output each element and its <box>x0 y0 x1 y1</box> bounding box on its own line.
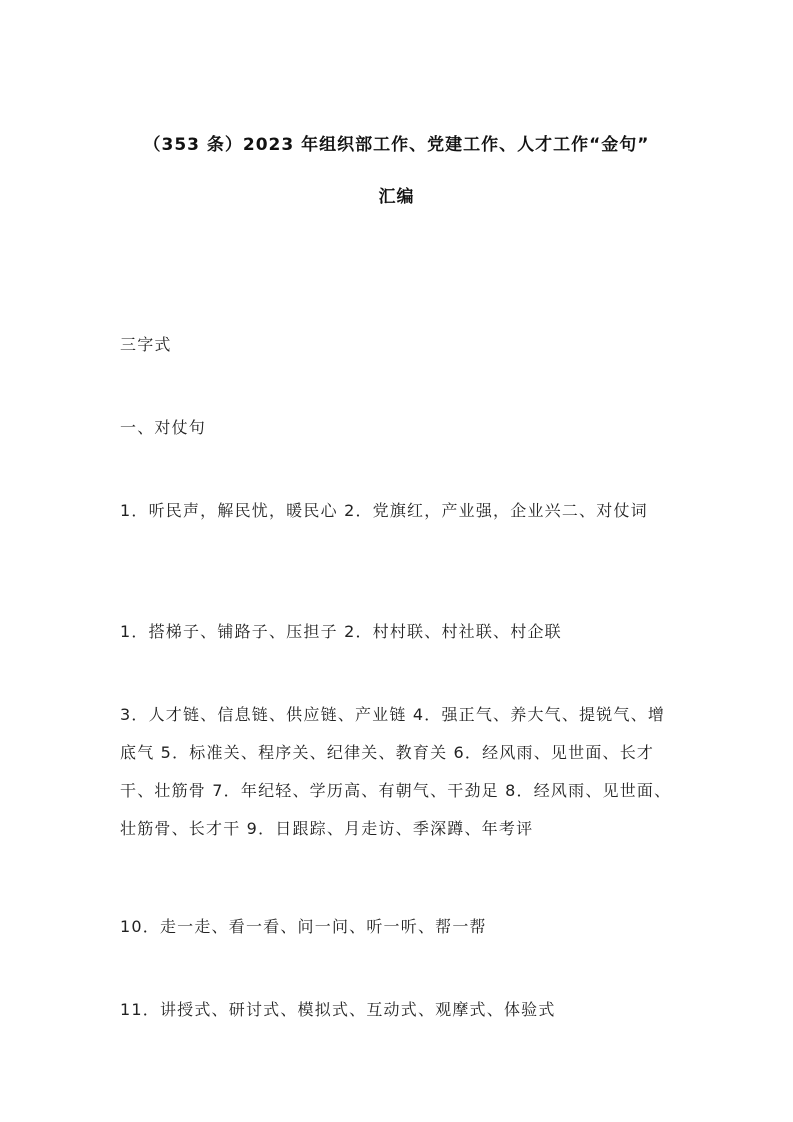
paragraph: 1．听民声，解民忧，暖民心 2．党旗红，产业强，企业兴二、对仗词 <box>120 501 648 520</box>
document-title-line-1: （353 条）2023 年组织部工作、党建工作、人才工作“金句” <box>143 135 650 155</box>
paragraph: 10．走一走、看一看、问一问、听一听、帮一帮 <box>120 917 487 936</box>
paragraph: 3．人才链、信息链、供应链、产业链 4．强正气、养大气、提锐气、增底气 5．标准关、程序关、纪律关、教育关 6．经风雨、见世面、长才干、壮筋骨 7．年纪轻、学历高、有朝气、干劲足 8．经风雨、见世面、壮筋骨、长才干 9．日跟踪、月走访、季深蹲、年考评 <box>120 705 672 838</box>
paragraph: 1．搭梯子、铺路子、压担子 2．村村联、村社联、村企联 <box>120 622 562 641</box>
subheading: 一、对仗句 <box>120 418 207 437</box>
section-heading: 三字式 <box>120 335 172 354</box>
paragraph: 11．讲授式、研讨式、模拟式、互动式、观摩式、体验式 <box>120 1000 556 1019</box>
document-title-line-2: 汇编 <box>378 187 415 207</box>
